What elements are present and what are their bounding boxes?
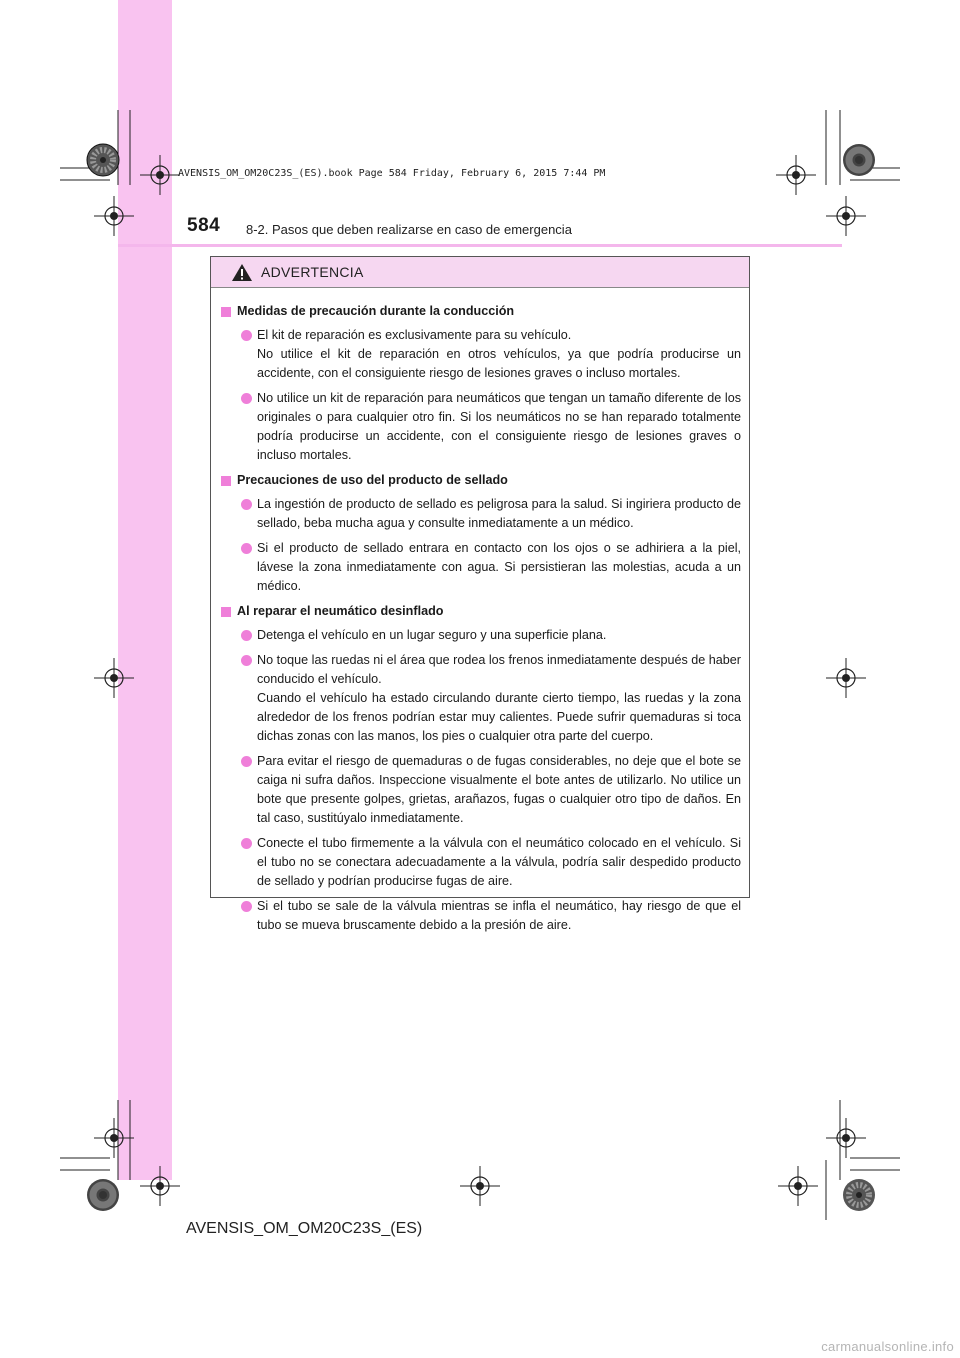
warning-body bbox=[211, 288, 749, 935]
list-item: Si el tubo se sale de la válvula mientras se infla el neumático, hay riesgo de que el tubo se mueva bruscamente debido a la presión de aire. bbox=[241, 897, 741, 935]
color-wheel-icon bbox=[86, 1178, 120, 1212]
warning-header bbox=[211, 257, 749, 288]
list-item: No utilice un kit de reparación para neumáticos que tengan un tamaño diferente de los originales o para cualquier otro fin. Si los neumáticos no se han reparado totalmente podría producirse un accidente, con el consiguiente riesgo de lesiones graves o incluso mortales. bbox=[241, 389, 741, 465]
registration-mark-icon bbox=[778, 1166, 818, 1206]
watermark: carmanualsonline.info bbox=[821, 1339, 954, 1354]
round-bullet-icon bbox=[241, 756, 252, 767]
color-wheel-icon bbox=[86, 143, 120, 177]
registration-mark-icon bbox=[826, 196, 866, 236]
list-item: El kit de reparación es exclusivamente para su vehículo. No utilice el kit de reparación en otros vehículos, ya que podría producirse un accidente, con el consiguiente riesgo de lesiones graves o incluso mortales. bbox=[241, 326, 741, 383]
footer-document-code: AVENSIS_OM_OM20C23S_(ES) bbox=[186, 1220, 423, 1237]
list-item: No toque las ruedas ni el área que rodea los frenos inmediatamente después de haber conducido el vehículo. Cuando el vehículo ha estado circulando durante cierto tiempo, las ruedas y la zona alrededor de los frenos podrían estar muy calientes. Puede sufrir quemaduras si toca dichas zonas con las manos, los pies o cualquier otra parte del cuerpo. bbox=[241, 651, 741, 746]
registration-mark-icon bbox=[460, 1166, 500, 1206]
registration-mark-icon bbox=[94, 658, 134, 698]
round-bullet-icon bbox=[241, 330, 252, 341]
list-item: Conecte el tubo firmemente a la válvula con el neumático colocado en el vehículo. Si el tubo no se conectara adecuadamente a la válvula, podría salir despedido producto de sellado y podrían producirse fugas de aire. bbox=[241, 834, 741, 891]
round-bullet-icon bbox=[241, 838, 252, 849]
list-item: La ingestión de producto de sellado es peligrosa para la salud. Si ingiriera producto de sellado, beba mucha agua y consulte inmediatamente a un médico. bbox=[241, 495, 741, 533]
section-title: 8-2. Pasos que deben realizarse en caso de emergencia bbox=[246, 222, 572, 237]
square-bullet-icon bbox=[221, 476, 231, 486]
list-item: Para evitar el riesgo de quemaduras o de fugas considerables, no deje que el bote se caiga ni sufra daños. Inspeccione visualmente el bote antes de utilizarlo. No utilice un bote que presente golpes, grietas, arañazos, fugas o cualquier otro tipo de daños. En tal caso, sustitúyalo inmediatamente. bbox=[241, 752, 741, 828]
color-wheel-icon bbox=[842, 1178, 876, 1212]
square-bullet-icon bbox=[221, 307, 231, 317]
list-item: Detenga el vehículo en un lugar seguro y una superficie plana. bbox=[241, 626, 741, 645]
section-heading: Al reparar el neumático desinflado bbox=[221, 602, 741, 621]
color-wheel-icon bbox=[842, 143, 876, 177]
square-bullet-icon bbox=[221, 607, 231, 617]
section-heading: Medidas de precaución durante la conducción bbox=[221, 302, 741, 321]
round-bullet-icon bbox=[241, 499, 252, 510]
registration-mark-icon bbox=[826, 1118, 866, 1158]
registration-mark-icon bbox=[94, 1118, 134, 1158]
registration-mark-icon bbox=[140, 155, 180, 195]
round-bullet-icon bbox=[241, 630, 252, 641]
registration-mark-icon bbox=[94, 196, 134, 236]
header-rule bbox=[118, 244, 842, 247]
round-bullet-icon bbox=[241, 543, 252, 554]
round-bullet-icon bbox=[241, 393, 252, 404]
file-stamp: AVENSIS_OM_OM20C23S_(ES).book Page 584 Friday, February 6, 2015 7:44 PM bbox=[178, 168, 606, 179]
registration-mark-icon bbox=[140, 1166, 180, 1206]
warning-triangle-icon bbox=[231, 263, 253, 282]
round-bullet-icon bbox=[241, 901, 252, 912]
page-number: 584 bbox=[187, 215, 221, 236]
round-bullet-icon bbox=[241, 655, 252, 666]
warning-box bbox=[210, 256, 750, 932]
list-item: Si el producto de sellado entrara en contacto con los ojos o se adhiriera a la piel, lávese la zona inmediatamente con agua. Si persistieran las molestias, acuda a un médico. bbox=[241, 539, 741, 596]
registration-mark-icon bbox=[826, 658, 866, 698]
warning-title: ADVERTENCIA bbox=[261, 264, 364, 280]
registration-mark-icon bbox=[776, 155, 816, 195]
section-heading: Precauciones de uso del producto de sellado bbox=[221, 471, 741, 490]
